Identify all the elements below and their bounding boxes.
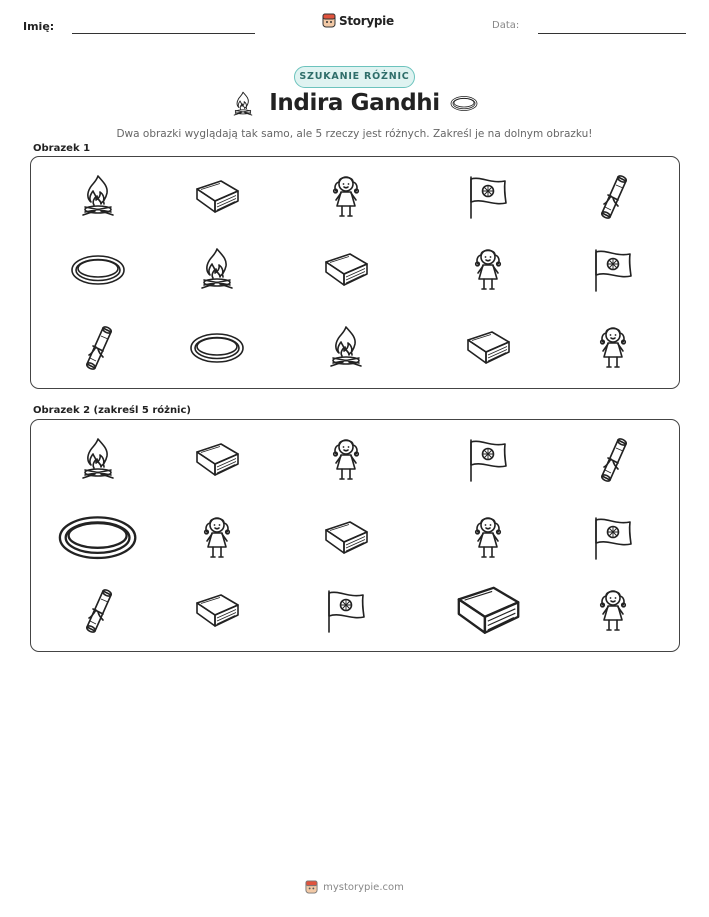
picture1-fire-icon bbox=[81, 174, 115, 220]
name-label: Imię: bbox=[23, 20, 55, 33]
page-title: Indira Gandhi bbox=[269, 90, 440, 116]
picture2-book-icon[interactable] bbox=[193, 591, 241, 631]
picture2-doll-icon[interactable] bbox=[597, 588, 629, 634]
date-field-line[interactable] bbox=[538, 33, 686, 34]
footer-url[interactable]: mystorypie.com bbox=[323, 881, 404, 893]
picture2-ring-icon[interactable] bbox=[57, 513, 138, 562]
storypie-mascot-icon bbox=[305, 880, 318, 894]
picture1-doll-icon bbox=[330, 174, 362, 220]
picture1-flag-icon bbox=[467, 174, 509, 220]
worksheet-type-badge: SZUKANIE RÓŻNIC bbox=[294, 66, 415, 88]
picture1-flag-icon bbox=[592, 247, 634, 293]
picture1-doll-icon bbox=[597, 325, 629, 371]
picture1-book-icon bbox=[464, 328, 512, 368]
picture2-book-icon[interactable] bbox=[322, 518, 370, 558]
picture2-label: Obrazek 2 (zakreśl 5 różnic) bbox=[33, 405, 191, 416]
picture2-scroll-icon[interactable] bbox=[596, 436, 630, 484]
picture1-fire-icon bbox=[329, 325, 363, 371]
picture2-flag-icon[interactable] bbox=[467, 437, 509, 483]
instructions: Dwa obrazki wyglądają tak samo, ale 5 rzeczy jest różnych. Zakreśl je na dolnym obrazku! bbox=[116, 128, 593, 140]
picture2-doll-icon[interactable] bbox=[472, 515, 504, 561]
storypie-mascot-icon bbox=[322, 13, 336, 28]
brand-name: Storypie bbox=[339, 13, 394, 28]
picture2-flag-icon[interactable] bbox=[592, 515, 634, 561]
picture1-scroll-icon bbox=[81, 324, 115, 372]
picture2-scroll-icon[interactable] bbox=[81, 587, 115, 635]
picture1-ring-icon bbox=[70, 253, 126, 287]
picture2-fire-icon[interactable] bbox=[81, 437, 115, 483]
picture1-book-icon bbox=[193, 177, 241, 217]
footer bbox=[0, 880, 709, 894]
picture2-flag-icon[interactable] bbox=[325, 588, 367, 634]
ring-icon bbox=[450, 95, 478, 112]
brand-logo bbox=[322, 13, 394, 28]
picture2-book-icon[interactable] bbox=[453, 582, 523, 640]
date-label: Data: bbox=[492, 20, 520, 31]
picture1-book-icon bbox=[322, 250, 370, 290]
picture1-doll-icon bbox=[472, 247, 504, 293]
picture2-doll-icon[interactable] bbox=[201, 515, 233, 561]
picture2-book-icon[interactable] bbox=[193, 440, 241, 480]
picture1-fire-icon bbox=[200, 247, 234, 293]
picture1-scroll-icon bbox=[596, 173, 630, 221]
picture1-ring-icon bbox=[189, 331, 245, 365]
picture2-doll-icon[interactable] bbox=[330, 437, 362, 483]
name-field-line[interactable] bbox=[72, 33, 255, 34]
picture1-label: Obrazek 1 bbox=[33, 143, 91, 154]
